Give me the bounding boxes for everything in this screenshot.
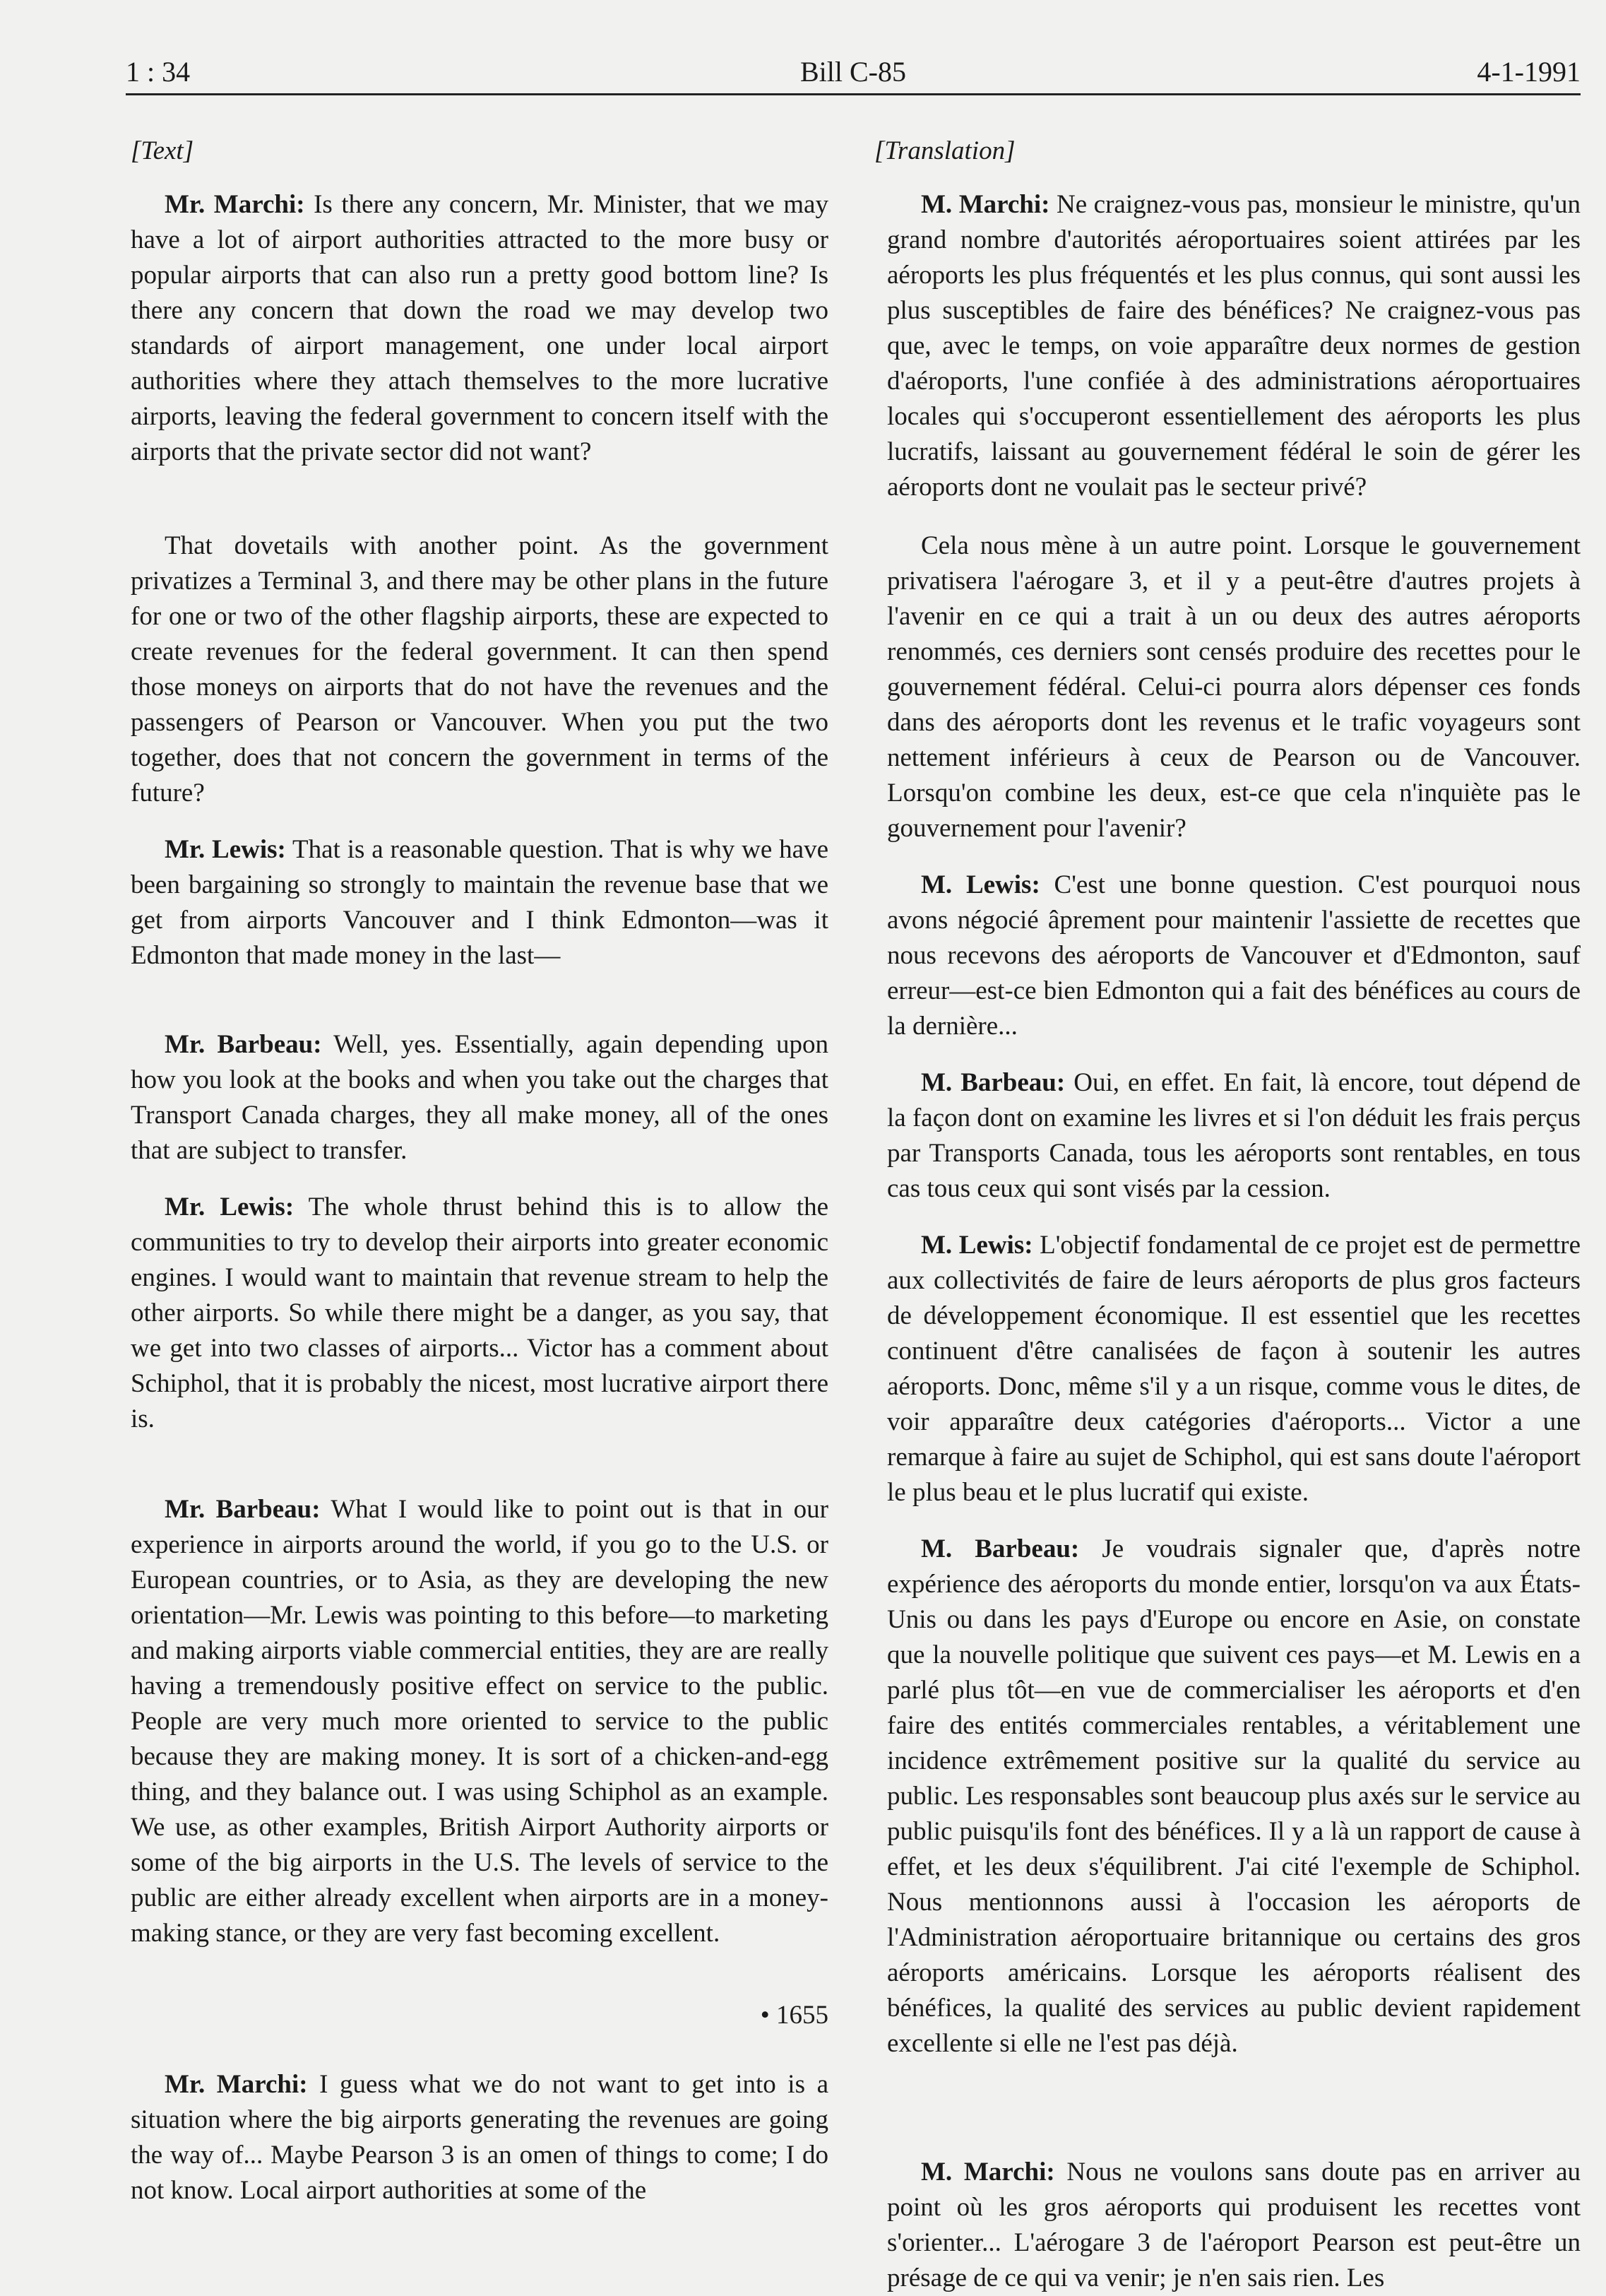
paragraph: [131, 528, 828, 811]
page-date: 4-1-1991: [1477, 56, 1581, 88]
paragraph-text: Is there any concern, Mr. Minister, that we may have a lot of airport authorities attracted to the more busy or popular airports that can also run a pretty good bottom line? Is there any concern that down the road we may develop two standards of airport management, one under local airport authorities where they attach themselves to the more lucrative airports, leaving the federal government to concern itself with the airports that the private sector did not want?: [131, 190, 828, 466]
speaker-name: M. Lewis:: [921, 1231, 1033, 1260]
paragraph-text: The whole thrust behind this is to allow the communities to try to develop their airports into greater economic engines. I would want to maintain that revenue stream to help the other airports. So while there might be a danger, as you say, that we get into two classes of airports... Victor has a comment about Schiphol, that it is probably the nicest, most lucrative airport there is.: [131, 1193, 828, 1433]
page-header: [126, 51, 1581, 95]
paragraph: [887, 1065, 1581, 1207]
paragraph: [887, 1532, 1581, 2061]
speaker-name: Mr. Marchi:: [165, 190, 305, 219]
paragraph-text: Well, yes. Essentially, again depending upon how you look at the books and when you take out the charges that Transport Canada charges, they all make money, all of the ones that are subject to transfer.: [131, 1030, 828, 1165]
speaker-name: Mr. Marchi:: [165, 2070, 308, 2099]
french-column: [887, 187, 1581, 2296]
paragraph-text: C'est une bonne question. C'est pourquoi nous avons négocié âprement pour maintenir l'assiette de recettes que nous recevons des aéroports de Vancouver et d'Edmonton, sauf erreur—est-ce bien Edmonton qui a fait des bénéfices au cours de la dernière...: [887, 870, 1581, 1041]
paragraph: [887, 2155, 1581, 2296]
paragraph-text: Nous ne voulons sans doute pas en arriver au point où les gros aéroports qui produisent les recettes vont s'orienter... L'aérogare 3 de l'aéroport Pearson est peut-être un présage de ce qui va venir; je n'en sais rien. Les: [887, 2158, 1581, 2292]
speaker-name: Mr. Lewis:: [165, 835, 286, 864]
time-marker: • 1655: [760, 2001, 828, 2030]
paragraph-text: That is a reasonable question. That is why we have been bargaining so strongly to maintain the revenue base that we get from airports Vancouver and I think Edmonton—was it Edmonton that made money in the last—: [131, 835, 828, 970]
paragraph: [131, 832, 828, 974]
speaker-name: Mr. Lewis:: [165, 1193, 295, 1221]
paragraph: [887, 187, 1581, 505]
paragraph: [131, 1027, 828, 1168]
page-number: 1 : 34: [126, 56, 191, 88]
text-column-label: [Text]: [131, 136, 194, 165]
speaker-name: Mr. Barbeau:: [165, 1495, 321, 1524]
speaker-name: M. Lewis:: [921, 870, 1040, 899]
paragraph-text: Oui, en effet. En fait, là encore, tout dépend de la façon dont on examine les livres et si l'on déduit les frais perçus par Transports Canada, tous les aéroports sont rentables, en tous cas tous ceux qui sont visés par la cession.: [887, 1068, 1581, 1203]
translation-column-label: [Translation]: [874, 136, 1016, 165]
paragraph-text: Cela nous mène à un autre point. Lorsque le gouvernement privatisera l'aérogare 3, et il y a peut-être d'autres projets à l'avenir en ce qui a trait à un ou deux des autres aéroports renommés, ces derniers sont censés produire des recettes pour le gouvernement fédéral. Celui-ci pourra alors dépenser ces fonds dans des aéroports dont les revenus et le trafic voyageurs sont nettement inférieurs à ceux de Pearson ou de Vancouver. Lorsqu'on combine les deux, est-ce que cela n'inquiète pas le gouvernement pour l'avenir?: [887, 531, 1581, 843]
speaker-name: M. Marchi:: [921, 2158, 1055, 2186]
speaker-name: M. Barbeau:: [921, 1534, 1080, 1563]
paragraph-text: Je voudrais signaler que, d'après notre expérience des aéroports du monde entier, lorsqu'on va aux États-Unis ou dans les pays d'Europe ou encore en Asie, on constate que la nouvelle politique que suivent ces pays—et M. Lewis en a parlé plus tôt—en vue de commercialiser les aéroports et d'en faire des entités commerciales rentables, a véritablement une incidence extrêmement positive sur la qualité du service au public. Les responsables sont beaucoup plus axés sur le service au public puisqu'ils font des bénéfices. Il y a là un rapport de cause à effet, et les deux s'équilibrent. J'ai cité l'exemple de Schiphol. Nous mentionnons aussi à l'occasion les aéroports de l'Administration aéroportuaire britannique ou certains des gros aéroports américains. Lorsque les aéroports réalisent des bénéfices, la qualité des services au public devient rapidement excellente si elle ne l'est pas déjà.: [887, 1534, 1581, 2058]
paragraph-text: I guess what we do not want to get into is a situation where the big airports generating the revenues are going the way of... Maybe Pearson 3 is an omen of things to come; I do not know. Local airport authorities at some of the: [131, 2070, 828, 2205]
speaker-name: M. Marchi:: [921, 190, 1050, 219]
paragraph-text: That dovetails with another point. As the government privatizes a Terminal 3, and there may be other plans in the future for one or two of the other flagship airports, these are expected to create revenues for the federal government. It can then spend those moneys on airports that do not have the revenues and the passengers of Pearson or Vancouver. When you put the two together, does that not concern the government in terms of the future?: [131, 531, 828, 807]
speaker-name: M. Barbeau:: [921, 1068, 1066, 1097]
bill-title: Bill C-85: [799, 56, 907, 88]
paragraph: [887, 1228, 1581, 1510]
paragraph-text: Ne craignez-vous pas, monsieur le ministre, qu'un grand nombre d'autorités aéroportuaires soient attirées par les aéroports les plus fréquentés et les plus connus, qui sont aussi les plus susceptibles de faire des bénéfices? Ne craignez-vous pas que, avec le temps, on voie apparaître deux normes de gestion d'aéroports, l'une confiée à des administrations aéroportuaires locales qui s'occuperont essentiellement des aéroports les plus lucratifs, laissant au gouvernement fédéral le soin de gérer les aéroports dont ne voulait pas le secteur privé?: [887, 190, 1581, 502]
paragraph-text: What I would like to point out is that in our experience in airports around the world, if you go to the U.S. or European countries, or to Asia, as they are developing the new orientation—Mr. Lewis was pointing to this before—to marketing and making airports viable commercial entities, they are are really having a tremendously positive effect on service to the public. People are very much more oriented to service to the public because they are making money. It is sort of a chicken-and-egg thing, and they balance out. I was using Schiphol as an example. We use, as other examples, British Airport Authority airports or some of the big airports in the U.S. The levels of service to the public are either already excellent when airports are in a money-making stance, or they are very fast becoming excellent.: [131, 1495, 829, 1948]
paragraph: [131, 1492, 828, 1951]
paragraph: [887, 868, 1581, 1044]
speaker-name: Mr. Barbeau:: [165, 1030, 322, 1059]
paragraph: [131, 1190, 828, 1437]
paragraph-text: L'objectif fondamental de ce projet est de permettre aux collectivités de faire de leurs aéroports de plus gros facteurs de développement économique. Il est essentiel que les recettes continuent d'être canalisées de façon à soutenir les autres aéroports. Donc, même s'il y a un risque, comme vous le dites, de voir apparaître deux catégories d'aéroports... Victor a une remarque à faire au sujet de Schiphol, qui est sans doute l'aéroport le plus beau et le plus lucratif qui existe.: [887, 1231, 1581, 1507]
paragraph: [131, 2067, 828, 2208]
paragraph: [131, 187, 828, 470]
paragraph: [887, 528, 1581, 846]
english-column: [131, 187, 828, 2208]
